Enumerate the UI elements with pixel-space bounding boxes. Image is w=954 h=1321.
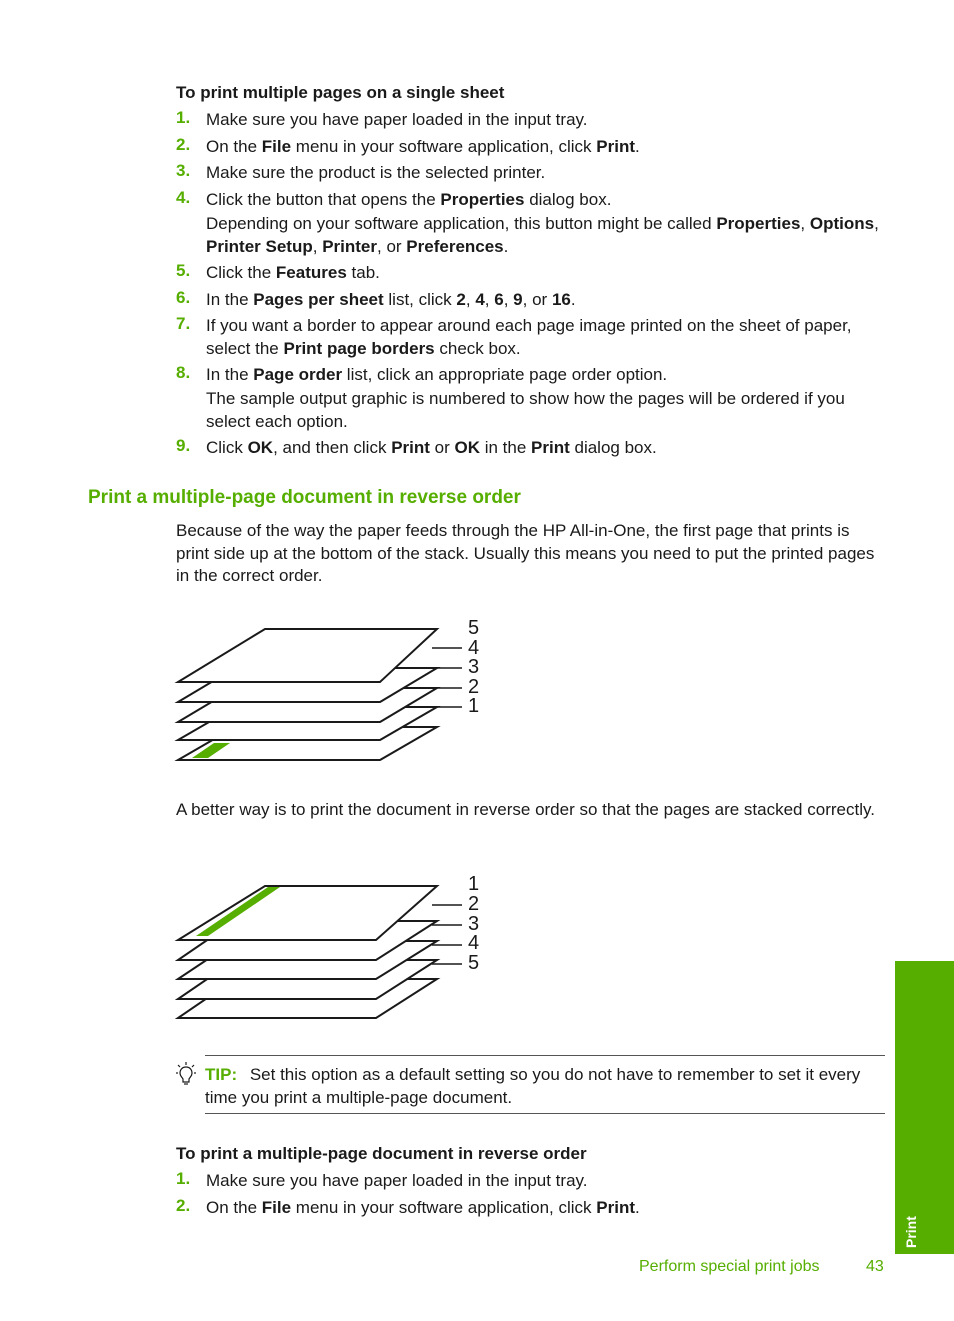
stack-label: 4 [468, 932, 480, 954]
bold-term: Preferences [406, 237, 504, 256]
text-run: Make sure you have paper loaded in the input tray. [206, 110, 588, 129]
step-2 [176, 1196, 886, 1219]
stack-label: 3 [468, 656, 480, 678]
text-run: . [635, 1198, 640, 1217]
step-7 [176, 314, 886, 360]
step-number: 4. [176, 188, 191, 207]
bold-term: 6 [494, 290, 504, 309]
figure-normal-order-stack [170, 612, 500, 772]
text-run: menu in your software application, click [291, 137, 597, 156]
text-run: dialog box. [569, 438, 657, 457]
side-tab-label: Print [903, 1216, 919, 1248]
step-text [206, 1169, 886, 1192]
text-run: . [635, 137, 640, 156]
step-number: 2. [176, 135, 191, 154]
step-6 [176, 288, 886, 311]
step-text [206, 314, 886, 360]
step-number: 6. [176, 288, 191, 307]
step-1 [176, 1169, 886, 1192]
tip-box [205, 1055, 885, 1114]
step-text [206, 1196, 886, 1219]
reverse-order-paragraph: A better way is to print the document in reverse order so that the pages are stacked correctly. [176, 800, 875, 819]
bold-term: Print [391, 438, 430, 457]
lightbulb-icon [174, 1062, 198, 1088]
text-run: menu in your software application, click [291, 1198, 597, 1217]
stack-label: 3 [468, 913, 480, 935]
text-run: Click [206, 438, 248, 457]
text-run: , and then click [273, 438, 392, 457]
step-text [206, 288, 886, 311]
step-text [206, 261, 886, 284]
step-number: 1. [176, 1169, 191, 1188]
text-run: . [503, 237, 509, 256]
text-run: tab. [346, 263, 380, 282]
text-run: On the [206, 137, 262, 156]
text-run: If you want a border to appear around each page image printed on the sheet of paper, select the [206, 316, 852, 358]
text-run: dialog box. [524, 190, 612, 209]
bold-term: Page order [253, 365, 343, 384]
text-run: Make sure you have paper loaded in the input tray. [206, 1171, 588, 1190]
step-text [206, 436, 886, 459]
intro-paragraph: Because of the way the paper feeds through the HP All-in-One, the first page that prints is print side up at the bottom of the stack. Usually this means you need to put the printed pages in the correct order. [176, 521, 875, 585]
bold-term: 4 [475, 290, 485, 309]
bold-term: File [261, 1198, 292, 1217]
bold-term: 2 [456, 290, 466, 309]
step-note [206, 387, 886, 433]
bold-term: OK [247, 438, 274, 457]
stack-label: 1 [468, 873, 480, 895]
step-4 [176, 188, 886, 258]
step-text [206, 108, 886, 131]
bold-term: 9 [513, 290, 523, 309]
step-note [206, 212, 886, 258]
step-number: 3. [176, 161, 191, 180]
bold-term: Print [596, 137, 635, 156]
text-run: Make sure the product is the selected printer. [206, 163, 546, 182]
footer-section-name: Perform special print jobs [639, 1258, 820, 1275]
text-run: , [312, 237, 323, 256]
bold-term: Print [531, 438, 570, 457]
text-run: On the [206, 1198, 262, 1217]
step-5 [176, 261, 886, 284]
stack-label: 5 [468, 617, 480, 639]
step-1 [176, 108, 886, 131]
step-2 [176, 135, 886, 158]
stack-label: 2 [468, 676, 480, 698]
bold-term: Options [809, 214, 875, 233]
procedure-heading-reverse-order: To print a multiple-page document in reverse order [176, 1144, 587, 1163]
text-run: , [800, 214, 810, 233]
text-run: , or [377, 237, 407, 256]
step-number: 7. [176, 314, 191, 333]
bold-term: Print [596, 1198, 635, 1217]
bold-term: Features [275, 263, 347, 282]
stack-label: 2 [468, 893, 480, 915]
step-text [206, 135, 886, 158]
stack-label: 5 [468, 952, 480, 974]
step-text [206, 161, 886, 184]
section-title: Print a multiple-page document in reverse order [88, 487, 521, 508]
tip-label: TIP: [205, 1065, 238, 1084]
step-number: 9. [176, 436, 191, 455]
text-run: In the [206, 365, 254, 384]
tip-content [205, 1056, 885, 1109]
stack-label: 1 [468, 695, 480, 717]
step-number: 2. [176, 1196, 191, 1215]
bold-term: Pages per sheet [253, 290, 384, 309]
text-run: list, click [383, 290, 457, 309]
figure-reverse-order-stack [170, 868, 500, 1028]
procedure-heading-multi-pages: To print multiple pages on a single sheet [176, 83, 505, 102]
text-run: or [429, 438, 455, 457]
text-run: , [874, 214, 879, 233]
chapter-side-tab [895, 961, 954, 1254]
text-run: , [465, 290, 476, 309]
text-run: . [570, 290, 576, 309]
step-number: 1. [176, 108, 191, 127]
bold-term: OK [454, 438, 480, 457]
text-run: Click the button that opens the [206, 190, 441, 209]
text-run: in the [479, 438, 532, 457]
bold-term: Properties [440, 190, 525, 209]
step-3 [176, 161, 886, 184]
text-run: Click the [206, 263, 276, 282]
bold-term: Printer [322, 237, 377, 256]
bold-term: Printer Setup [206, 237, 313, 256]
text-run: Depending on your software application, this button might be called [206, 214, 717, 233]
step-number: 5. [176, 261, 191, 280]
step-9 [176, 436, 886, 459]
bold-term: Print page borders [283, 339, 435, 358]
text-run: check box. [434, 339, 521, 358]
bold-term: File [261, 137, 292, 156]
tip-text: Set this option as a default setting so you do not have to remember to set it every time you print a multiple-page document. [205, 1065, 861, 1107]
page-number: 43 [866, 1258, 884, 1275]
step-number: 8. [176, 363, 191, 382]
text-run: , [503, 290, 514, 309]
text-run: , [484, 290, 495, 309]
bold-term: 16 [551, 290, 571, 309]
text-run: The sample output graphic is numbered to show how the pages will be ordered if you select each option. [206, 389, 845, 431]
step-text [206, 188, 886, 211]
text-run: , or [522, 290, 552, 309]
step-8 [176, 363, 886, 433]
stack-label: 4 [468, 637, 480, 659]
text-run: In the [206, 290, 254, 309]
bold-term: Properties [716, 214, 801, 233]
text-run: list, click an appropriate page order option. [342, 365, 668, 384]
step-text [206, 363, 886, 386]
